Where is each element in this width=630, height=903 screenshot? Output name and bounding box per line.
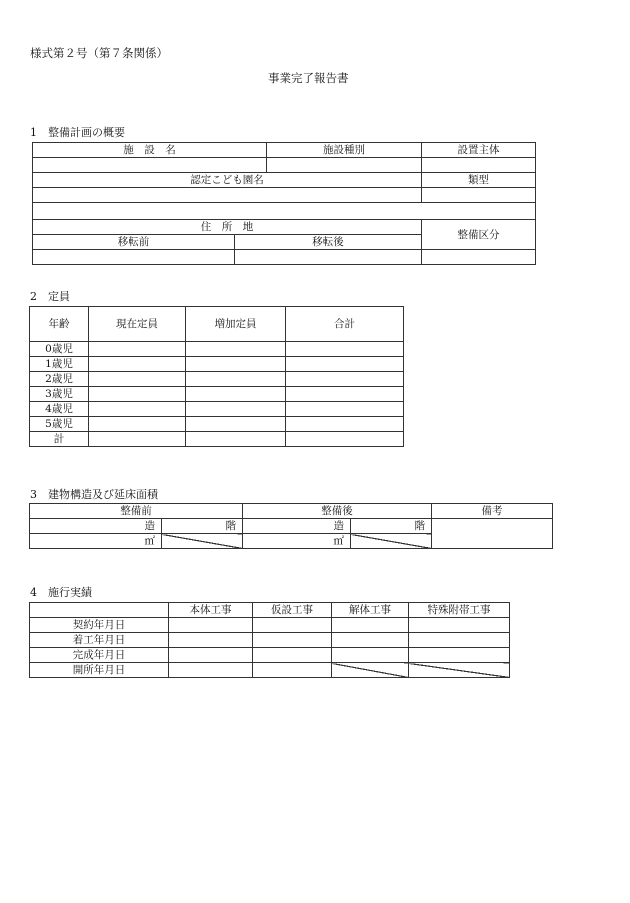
- before-structure-cell[interactable]: 造: [30, 519, 162, 534]
- start-date-label: 着工年月日: [30, 633, 169, 648]
- age-label-1: 1歳児: [30, 357, 89, 372]
- after-structure-cell[interactable]: 造: [243, 519, 351, 534]
- section-4-heading: 4 施行実績: [30, 586, 92, 599]
- cell[interactable]: [186, 402, 286, 417]
- facility-type-cell[interactable]: [267, 158, 422, 173]
- maintenance-class-header: 整備区分: [422, 220, 536, 250]
- remarks-header: 備考: [432, 504, 553, 519]
- establisher-header: 設置主体: [422, 143, 536, 158]
- section-1-heading: 1 整備計画の概要: [30, 126, 125, 139]
- cell[interactable]: [409, 633, 510, 648]
- opening-date-label: 開所年月日: [30, 663, 169, 678]
- after-area-cell[interactable]: ㎡: [243, 534, 351, 549]
- cell[interactable]: [286, 357, 404, 372]
- before-move-cell[interactable]: [33, 250, 235, 265]
- cell[interactable]: [253, 633, 332, 648]
- spacer-row: [33, 203, 536, 220]
- section-3-heading: 3 建物構造及び延床面積: [30, 488, 158, 501]
- address-header: 住 所 地: [33, 220, 422, 235]
- section-2-heading: 2 定員: [30, 290, 70, 303]
- current-capacity-header: 現在定員: [89, 307, 186, 342]
- cell[interactable]: [286, 372, 404, 387]
- cell[interactable]: [286, 402, 404, 417]
- corner-cell: [30, 603, 169, 618]
- after-diagonal-cell: [351, 534, 432, 549]
- cell[interactable]: [89, 387, 186, 402]
- total-capacity-header: 合計: [286, 307, 404, 342]
- before-move-header: 移転前: [33, 235, 235, 250]
- after-move-header: 移転後: [235, 235, 422, 250]
- cell[interactable]: [409, 618, 510, 633]
- cell[interactable]: [332, 633, 409, 648]
- total-label: 計: [30, 432, 89, 447]
- cell[interactable]: [253, 648, 332, 663]
- age-header: 年齢: [30, 307, 89, 342]
- before-area-cell[interactable]: ㎡: [30, 534, 162, 549]
- building-table: [29, 503, 553, 549]
- cell[interactable]: [89, 342, 186, 357]
- facility-name-header: 施 設 名: [33, 143, 267, 158]
- age-label-2: 2歳児: [30, 372, 89, 387]
- cell[interactable]: [89, 357, 186, 372]
- cell[interactable]: [169, 633, 253, 648]
- cell[interactable]: [89, 372, 186, 387]
- maintenance-class-cell[interactable]: [422, 250, 536, 265]
- special-diagonal-cell: [409, 663, 510, 678]
- after-floors-cell[interactable]: 階: [351, 519, 432, 534]
- cell[interactable]: [253, 618, 332, 633]
- cell[interactable]: [169, 663, 253, 678]
- cell[interactable]: [169, 618, 253, 633]
- cell[interactable]: [253, 663, 332, 678]
- after-move-cell[interactable]: [235, 250, 422, 265]
- ccenter-name-header: 認定こども園名: [33, 173, 422, 188]
- cell[interactable]: [409, 648, 510, 663]
- cell[interactable]: [186, 432, 286, 447]
- construction-table: [29, 602, 510, 678]
- facility-name-cell[interactable]: [33, 158, 267, 173]
- cell[interactable]: [89, 432, 186, 447]
- before-floors-cell[interactable]: 階: [162, 519, 243, 534]
- contract-date-label: 契約年月日: [30, 618, 169, 633]
- cell[interactable]: [286, 342, 404, 357]
- remarks-cell[interactable]: [432, 519, 553, 549]
- cell[interactable]: [186, 387, 286, 402]
- special-work-header: 特殊附帯工事: [409, 603, 510, 618]
- establisher-cell[interactable]: [422, 158, 536, 173]
- form-label: 様式第２号（第７条関係）: [30, 46, 168, 60]
- document-title: 事業完了報告書: [268, 71, 349, 85]
- overview-table: [32, 142, 536, 265]
- cell[interactable]: [186, 357, 286, 372]
- cell[interactable]: [186, 417, 286, 432]
- cell[interactable]: [169, 648, 253, 663]
- main-work-header: 本体工事: [169, 603, 253, 618]
- demolition-diagonal-cell: [332, 663, 409, 678]
- completion-date-label: 完成年月日: [30, 648, 169, 663]
- temporary-work-header: 仮設工事: [253, 603, 332, 618]
- cell[interactable]: [89, 402, 186, 417]
- ccenter-name-cell[interactable]: [33, 188, 422, 203]
- before-diagonal-cell: [162, 534, 243, 549]
- cell[interactable]: [286, 387, 404, 402]
- after-header: 整備後: [243, 504, 432, 519]
- age-label-4: 4歳児: [30, 402, 89, 417]
- category-header: 類型: [422, 173, 536, 188]
- cell[interactable]: [286, 432, 404, 447]
- cell[interactable]: [332, 648, 409, 663]
- age-label-3: 3歳児: [30, 387, 89, 402]
- age-label-0: 0歳児: [30, 342, 89, 357]
- cell[interactable]: [286, 417, 404, 432]
- cell[interactable]: [186, 342, 286, 357]
- cell[interactable]: [186, 372, 286, 387]
- capacity-table: [29, 306, 404, 447]
- facility-type-header: 施設種別: [267, 143, 422, 158]
- demolition-work-header: 解体工事: [332, 603, 409, 618]
- category-cell[interactable]: [422, 188, 536, 203]
- cell[interactable]: [89, 417, 186, 432]
- age-label-5: 5歳児: [30, 417, 89, 432]
- before-header: 整備前: [30, 504, 243, 519]
- increase-capacity-header: 増加定員: [186, 307, 286, 342]
- cell[interactable]: [332, 618, 409, 633]
